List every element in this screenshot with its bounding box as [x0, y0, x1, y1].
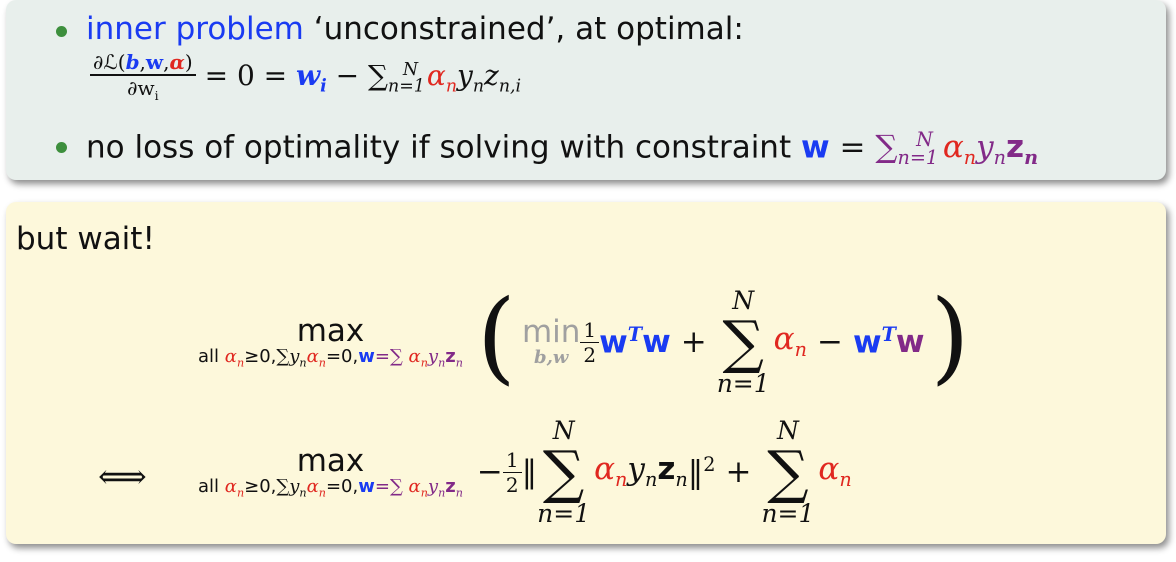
example-block-top [6, 0, 1166, 180]
max-operator: max all $\alpha_n\ge 0,\sum y_n\alpha_n=0,w=\sum$ $\alpha_ny_nz_n$ [198, 313, 463, 370]
y-n: $y_n$ [976, 129, 1007, 170]
equals: = [839, 129, 866, 166]
bullet1-text: ‘unconstrained’, at optimal: [313, 11, 744, 47]
z-n: $z_n$ [657, 451, 688, 492]
block2-title: but wait! [16, 221, 155, 257]
z-ni: $z_{n,i}$ [484, 59, 522, 97]
bullet-dot [56, 26, 67, 37]
negative-sign: − [476, 453, 503, 490]
equation-2 [198, 412, 852, 532]
min-operator: min b,w [521, 314, 581, 368]
bullet-dot [56, 142, 67, 153]
equals-zero: = 0 = [204, 59, 288, 93]
plus: + [680, 323, 707, 360]
y-n: $y_n$ [457, 59, 485, 97]
example-block-bottom [6, 202, 1166, 544]
sum-operator: N ∑ n=1 [716, 286, 770, 398]
iff-symbol: ⟺ [98, 457, 147, 497]
w-constraint-vector: w [895, 323, 925, 360]
y-n: $y_n$ [627, 451, 658, 492]
w-vector: w [642, 323, 671, 360]
max-constraint: all $\alpha_n\ge 0,\sum y_n\alpha_n=0,w=\sum$ $\alpha_ny_nz_n$ [198, 475, 463, 500]
plus: + [725, 453, 752, 490]
constraint-sum: $\sum_{n=1}^N$ [875, 128, 939, 170]
w-i: $w_i$ [296, 59, 327, 97]
left-paren: ( [476, 278, 516, 395]
max-constraint: all $\alpha_n\ge 0,\sum y_n\alpha_n=0,w=\sum$ $\alpha_ny_nz_n$ [198, 345, 463, 370]
equation-1 [198, 278, 970, 402]
alpha-n: $\alpha_n$ [818, 451, 852, 492]
norm-open: ‖ [521, 453, 538, 490]
half-fraction: $\frac{1}{2}$ [580, 320, 599, 365]
sum-operator: N ∑ n=1 [537, 416, 591, 528]
alpha-n: $\alpha_n$ [594, 451, 628, 492]
bullet2-line [86, 130, 1038, 168]
bullet1-equation [90, 52, 521, 102]
inner-problem-highlight: inner problem [86, 11, 304, 47]
minus: − [816, 323, 843, 360]
w-vector: w [800, 129, 830, 166]
half-fraction: $\frac{1}{2}$ [503, 450, 522, 495]
alpha-n: $\alpha_n$ [942, 129, 977, 170]
bullet2-text: no loss of optimality if solving with constraint [86, 129, 792, 166]
max-operator: max all $\alpha_n\ge 0,\sum y_n\alpha_n=0,w=\sum$ $\alpha_ny_nz_n$ [198, 443, 463, 500]
bullet1-line [86, 11, 744, 47]
norm-close: ‖$^2$ [687, 453, 716, 491]
partial-fraction: $\frac{\text{∂ℒ(b,w,α)}}{\partial w_i}$ [90, 52, 196, 102]
w-transpose: $w^T$ [852, 323, 896, 361]
z-n: $z_n$ [1006, 129, 1039, 170]
minus-sum: − $\sum_{n=1}^N$ [335, 59, 425, 97]
right-paren: ) [930, 278, 970, 395]
alpha-n: $\alpha_n$ [773, 321, 807, 362]
w-transpose: $w^T$ [599, 323, 643, 361]
sum-operator: N ∑ n=1 [761, 416, 815, 528]
alpha-n: $\alpha_n$ [426, 59, 458, 97]
